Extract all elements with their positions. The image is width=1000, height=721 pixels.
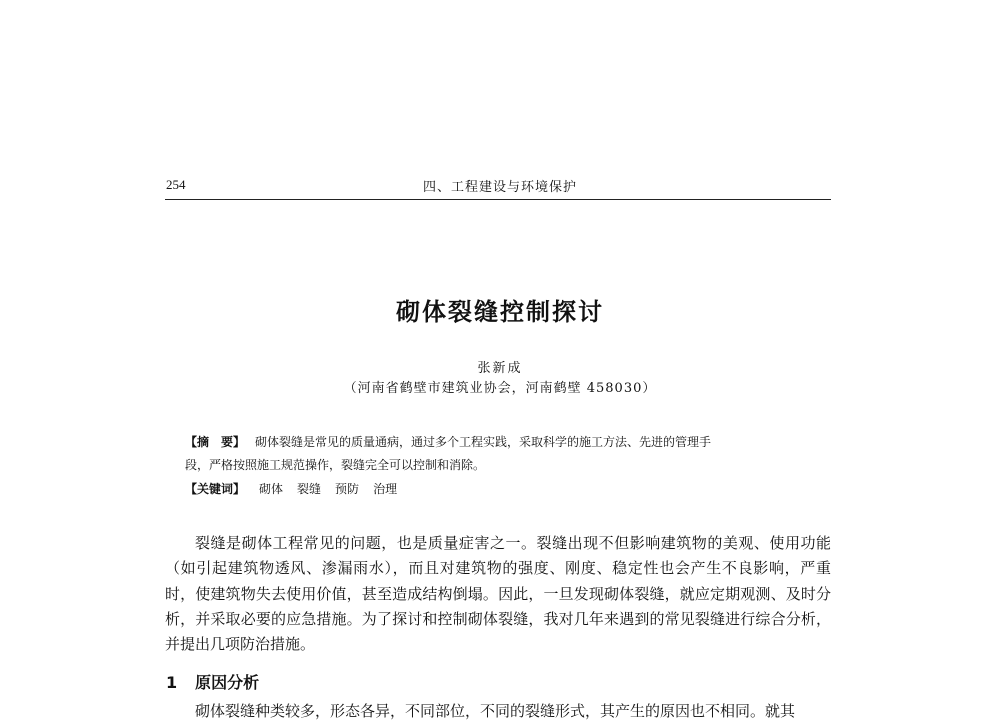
keyword: 预防 <box>335 482 360 496</box>
running-header: 四、工程建设与环境保护 <box>422 180 577 195</box>
keywords <box>185 478 805 501</box>
author: 张新成 <box>477 361 523 376</box>
section-title: 原因分析 <box>195 673 260 692</box>
section-number: 1 <box>166 673 178 692</box>
abstract <box>185 431 805 454</box>
header-rule <box>165 199 831 200</box>
abstract-text-1: 砌体裂缝是常见的质量通病，通过多个工程实践，采取科学的施工方法、先进的管理手 <box>255 435 712 449</box>
keyword: 裂缝 <box>297 482 322 496</box>
section-heading <box>166 670 259 693</box>
intro-paragraph: 裂缝是砌体工程常见的问题，也是质量症害之一。裂缝出现不但影响建筑物的美观、使用功能（如引起建筑物透风、渗漏雨水），而且对建筑物的强度、刚度、稳定性也会产生不良影响，严重时，使建筑物失去使用价值，甚至造成结构倒塌。因此，一旦发现砌体裂缝，就应定期观测、及时分析，并采取必要的应急措施。为了探讨和控制砌体裂缝，我对几年来遇到的常见裂缝进行综合分析，并提出几项防治措施。 <box>165 534 831 654</box>
affiliation: （河南省鹤壁市建筑业协会，河南鹤壁 458030） <box>343 381 657 396</box>
article-title: 砌体裂缝控制探讨 <box>396 298 604 326</box>
abstract-label: 【摘 要】 <box>185 435 246 449</box>
abstract-continuation <box>185 454 805 477</box>
keyword: 砌体 <box>259 482 284 496</box>
keywords-label: 【关键词】 <box>185 482 246 496</box>
abstract-text-2: 段，严格按照施工规范操作，裂缝完全可以控制和消除。 <box>185 458 486 472</box>
page-number: 254 <box>166 177 186 192</box>
section-paragraph: 砌体裂缝种类较多，形态各异，不同部位，不同的裂缝形式，其产生的原因也不相同。就其 <box>195 702 796 720</box>
keyword: 治理 <box>373 482 398 496</box>
